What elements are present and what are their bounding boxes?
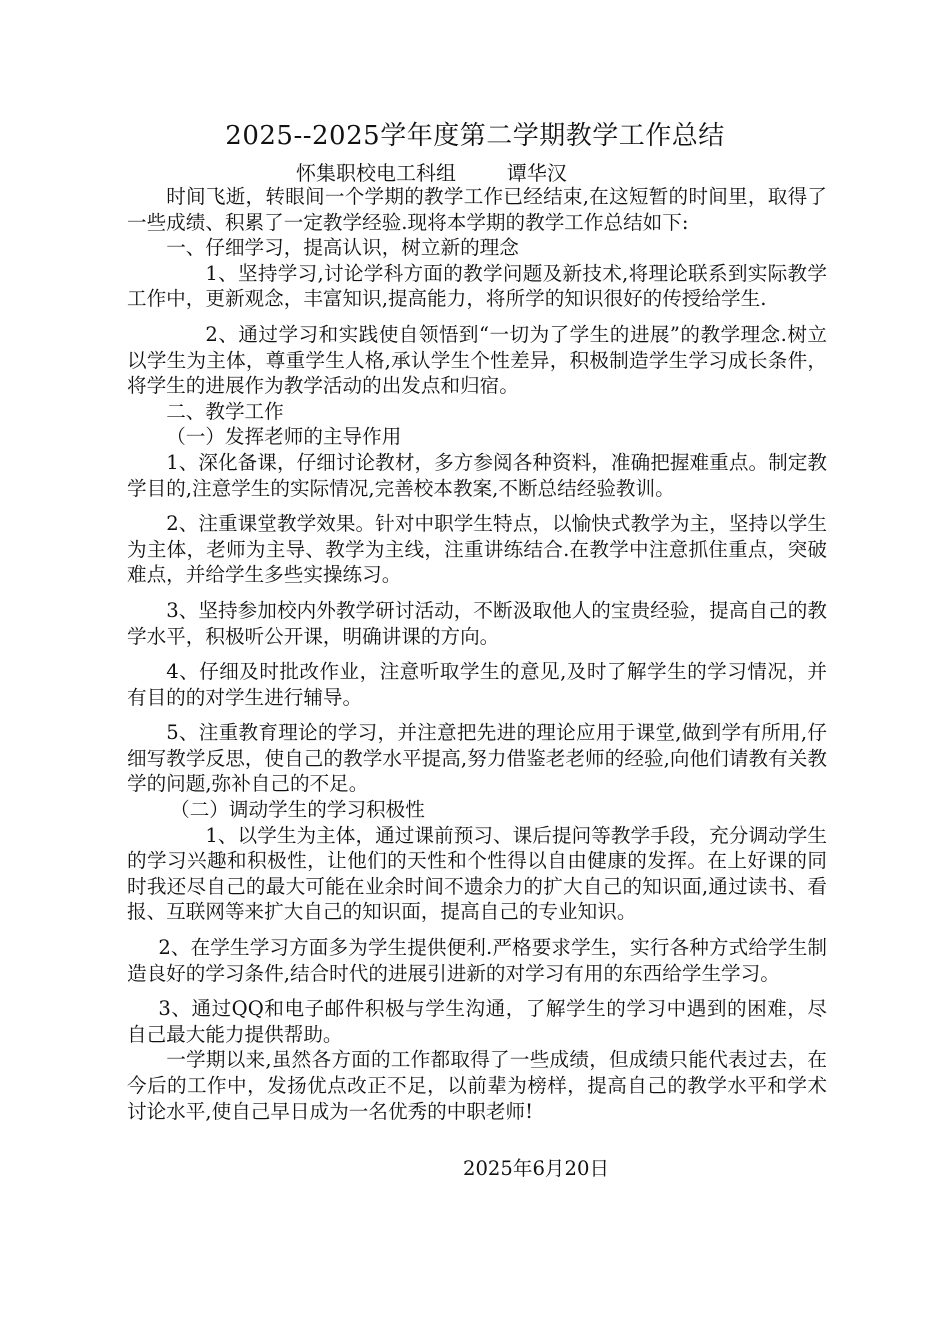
author-line: 怀集职校电工科组 谭华汉 [296, 161, 567, 185]
paragraph-2-2-3: 3、通过QQ和电子邮件积极与学生沟通，了解学生的学习中遇到的困难，尽自己最大能力提供帮助。 [127, 997, 827, 1046]
subsection-heading-1: （一）发挥老师的主导作用 [166, 425, 402, 449]
document-body [127, 184, 827, 1124]
paragraph-2-1-2: 2、注重课堂教学效果。针对中职学生特点，以愉快式教学为主，坚持以学生为主体，老师为主导、教学为主线，注重讲练结合.在教学中注意抓住重点，突破难点，并给学生多些实操练习。 [127, 512, 827, 587]
paragraph-1-2: 2、通过学习和实践使自领悟到“一切为了学生的进展”的教学理念.树立以学生为主体，尊重学生人格,承认学生个性差异，积极制造学生学习成长条件，将学生的进展作为教学活动的出发点和归宿。 [127, 322, 827, 398]
closing-paragraph: 一学期以来,虽然各方面的工作都取得了一些成绩，但成绩只能代表过去，在今后的工作中，发扬优点改正不足，以前辈为榜样，提高自己的教学水平和学术讨论水平,使自己早日成为一名优秀的中职老师! [127, 1048, 827, 1123]
document-title: 2025--2025学年度第二学期教学工作总结 [225, 121, 725, 151]
paragraph-2-1-5: 5、注重教育理论的学习，并注意把先进的理论应用于课堂,做到学有所用,仔细写教学反思，使自己的教学水平提高,努力借鉴老老师的经验,向他们请教有关教学的问题,弥补自己的不足。 [127, 721, 827, 796]
paragraph-2-2-2: 2、在学生学习方面多为学生提供便利.严格要求学生，实行各种方式给学生制造良好的学习条件,结合时代的进展引进新的对学习有用的东西给学生学习。 [127, 936, 827, 985]
paragraph-1-1: 1、坚持学习,讨论学科方面的教学问题及新技术,将理论联系到实际教学工作中，更新观念，丰富知识,提高能力，将所学的知识很好的传授给学生. [127, 261, 827, 311]
document-date: 2025年6月20日 [463, 1157, 610, 1180]
paragraph-2-1-3: 3、坚持参加校内外教学研讨活动，不断汲取他人的宝贵经验，提高自己的教学水平，积极听公开课，明确讲课的方向。 [127, 598, 827, 648]
paragraph-2-1-1: 1、深化备课，仔细讨论教材，多方参阅各种资料，准确把握难重点。制定教学目的,注意学生的实际情况,完善校本教案,不断总结经验教训。 [127, 450, 827, 500]
section-heading-2: 二、教学工作 [166, 399, 284, 423]
intro-paragraph: 时间飞逝，转眼间一个学期的教学工作已经结束,在这短暂的时间里，取得了一些成绩、积累了一定教学经验.现将本学期的教学工作总结如下: [127, 185, 827, 234]
subsection-heading-2: （二）调动学生的学习积极性 [170, 798, 425, 822]
paragraph-2-2-1: 1、以学生为主体，通过课前预习、课后提问等教学手段，充分调动学生的学习兴趣和积极性，让他们的天性和个性得以自由健康的发挥。在上好课的同时我还尽自己的最大可能在业余时间不遗余力的扩大自己的知识面,通过读书、看报、互联网等来扩大自己的知识面，提高自己的专业知识。 [127, 823, 827, 924]
paragraph-2-1-4: 4、仔细及时批改作业，注意听取学生的意见,及时了解学生的学习情况，并有目的的对学生进行辅导。 [127, 660, 827, 709]
section-heading-1: 一、仔细学习，提高认识，树立新的理念 [166, 236, 519, 260]
